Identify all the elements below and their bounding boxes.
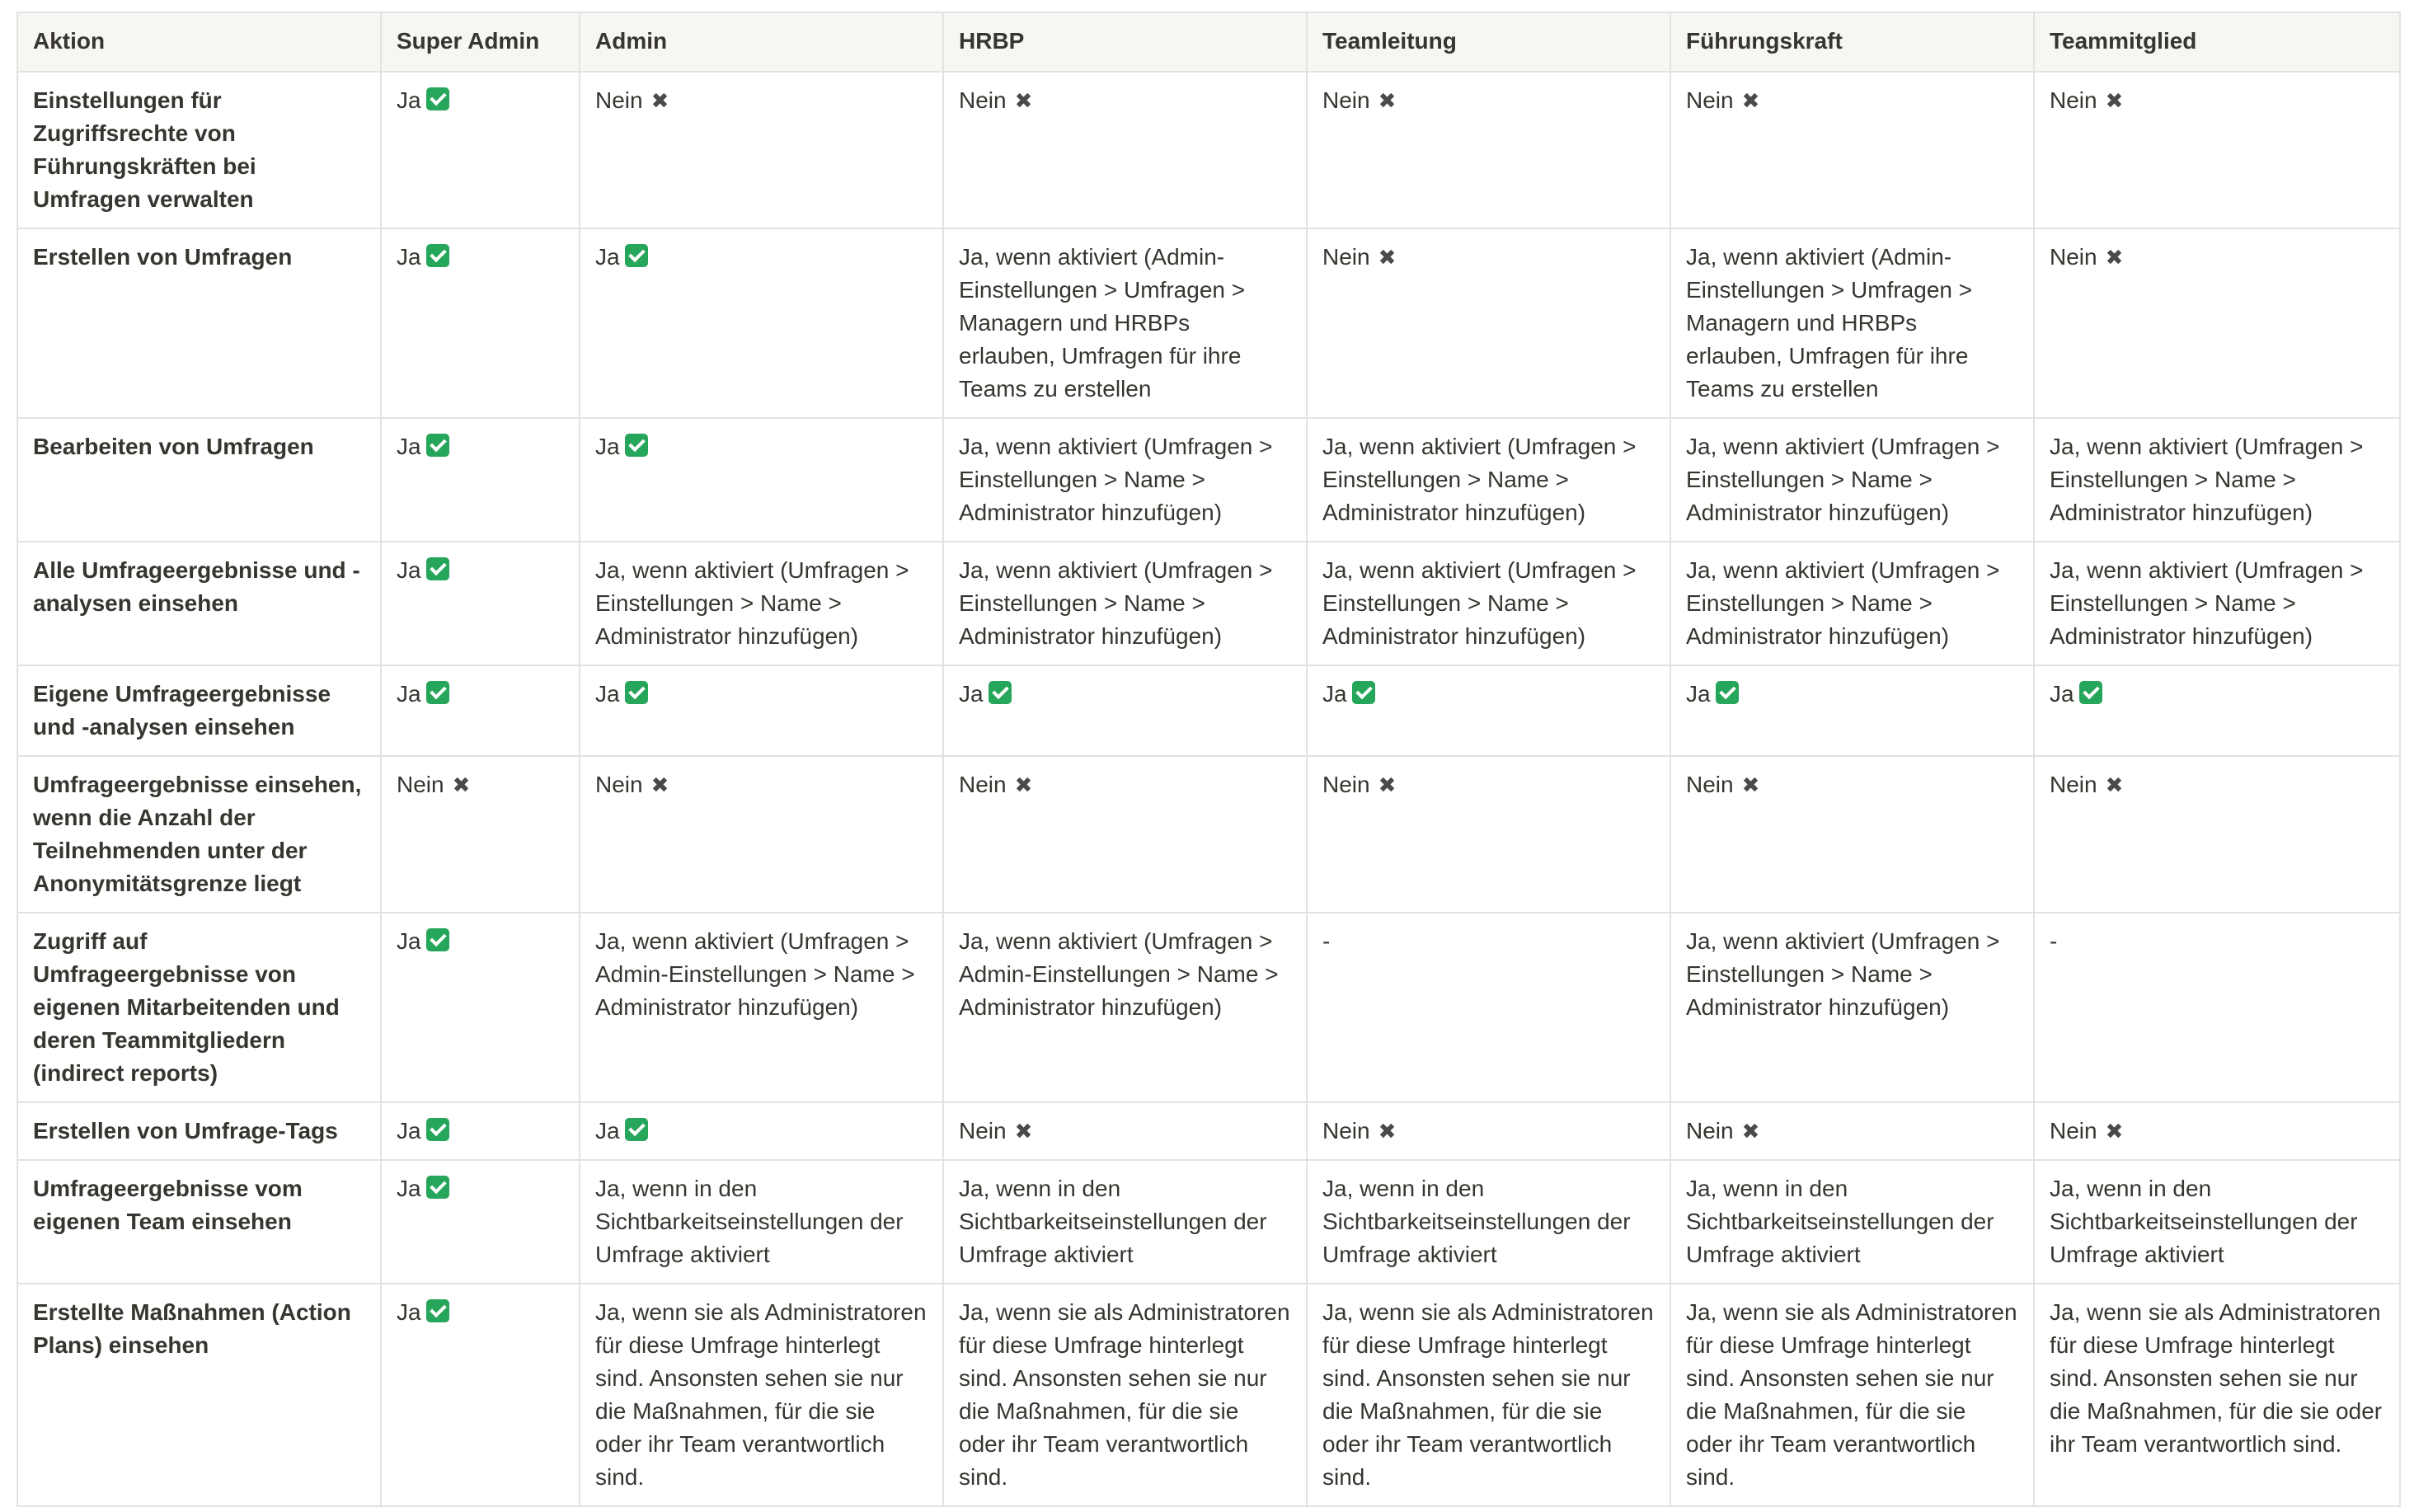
permission-value: Ja, wenn aktiviert (Umfragen > Einstellungen > Name > Administrator hinzufügen) [2050,557,2364,649]
permission-cell [1307,665,1670,756]
cross-mark-icon: ✖ [2105,245,2124,270]
table-row [17,228,2400,418]
permission-value: Ja, wenn aktiviert (Umfragen > Einstellungen > Name > Administrator hinzufügen) [1686,434,2000,525]
permission-cell [1307,756,1670,913]
check-mark-icon [625,434,648,457]
check-mark-icon [625,681,648,704]
permission-value: Nein [959,772,1007,797]
cross-mark-icon: ✖ [1378,88,1397,113]
permission-cell [1307,418,1670,542]
permission-cell [1307,1284,1670,1506]
permission-value: Ja [397,681,421,707]
permission-cell [943,665,1307,756]
permission-value: Ja, wenn aktiviert (Umfragen > Einstellungen > Name > Administrator hinzufügen) [959,434,1273,525]
permission-cell [943,1284,1307,1506]
permission-cell [2034,1284,2400,1506]
permission-value: Nein [1686,1118,1734,1143]
permission-value: Nein [397,772,444,797]
permission-cell [2034,756,2400,913]
cross-mark-icon: ✖ [1378,1119,1397,1143]
permission-cell [943,418,1307,542]
permission-cell [1670,542,2034,665]
cross-mark-icon: ✖ [650,88,669,113]
permission-cell [580,665,943,756]
permission-value: Ja [595,244,620,270]
permission-value: Ja [2050,681,2074,707]
permission-cell [943,72,1307,228]
header-teammitglied: Teammitglied [2034,12,2400,72]
table-body [17,72,2400,1506]
check-mark-icon [1716,681,1739,704]
permission-value: Ja [397,87,421,113]
permission-cell [2034,1102,2400,1160]
permission-value: Ja [397,1299,421,1325]
permission-value: Nein [2050,87,2097,113]
permission-cell [1670,1160,2034,1284]
permissions-table-container [16,12,2401,1507]
permission-value: Ja, wenn sie als Administratoren für diese Umfrage hinterlegt sind. Ansonsten sehen sie nur die Maßnahmen, für die sie oder ihr Team verantwortlich sind. [1686,1299,2017,1490]
permission-cell [2034,228,2400,418]
permission-cell [580,1160,943,1284]
action-cell: Einstellungen für Zugriffsrechte von Führungskräften bei Umfragen verwalten [17,72,381,228]
permission-value: Ja, wenn in den Sichtbarkeitseinstellungen der Umfrage aktiviert [595,1176,904,1267]
check-mark-icon [625,1118,648,1141]
action-cell: Erstellte Maßnahmen (Action Plans) einsehen [17,1284,381,1506]
permission-value: Ja, wenn aktiviert (Umfragen > Einstellungen > Name > Administrator hinzufügen) [1686,928,2000,1020]
permission-cell [381,913,580,1102]
permission-value: Nein [1322,1118,1370,1143]
action-cell: Alle Umfrageergebnisse und -analysen einsehen [17,542,381,665]
permission-cell [381,542,580,665]
permission-cell [1670,228,2034,418]
cross-mark-icon: ✖ [1741,88,1760,113]
permission-value: Nein [1322,772,1370,797]
permission-value: Ja [397,928,421,954]
permission-cell [1670,418,2034,542]
permission-cell [1307,72,1670,228]
permission-cell [1670,665,2034,756]
header-teamleitung: Teamleitung [1307,12,1670,72]
permission-cell [381,756,580,913]
cross-mark-icon: ✖ [1378,772,1397,797]
cross-mark-icon: ✖ [650,772,669,797]
permission-value: Ja [397,244,421,270]
permission-value: Ja, wenn aktiviert (Umfragen > Einstellungen > Name > Administrator hinzufügen) [595,557,909,649]
table-row [17,913,2400,1102]
cross-mark-icon: ✖ [1378,245,1397,270]
permission-value: Ja, wenn sie als Administratoren für diese Umfrage hinterlegt sind. Ansonsten sehen sie nur die Maßnahmen, für die sie oder ihr Team verantwortlich sind. [1322,1299,1654,1490]
permission-value: Ja [595,434,620,459]
permission-cell [580,1284,943,1506]
permission-cell [1670,756,2034,913]
permission-cell [1307,228,1670,418]
permission-value: Nein [959,1118,1007,1143]
permission-value: Ja [397,434,421,459]
header-hrbp: HRBP [943,12,1307,72]
permission-cell [381,418,580,542]
table-header [17,12,2400,72]
permission-value: Ja, wenn sie als Administratoren für diese Umfrage hinterlegt sind. Ansonsten sehen sie nur die Maßnahmen, für die sie oder ihr Team verantwortlich sind. [2050,1299,2383,1457]
permission-value: Ja [959,681,984,707]
permission-value: Ja, wenn sie als Administratoren für diese Umfrage hinterlegt sind. Ansonsten sehen sie nur die Maßnahmen, für die sie oder ihr Team verantwortlich sind. [959,1299,1290,1490]
permission-cell [580,72,943,228]
header-aktion: Aktion [17,12,381,72]
permission-cell [2034,1160,2400,1284]
permission-value: Nein [1322,244,1370,270]
table-row [17,72,2400,228]
header-row [17,12,2400,72]
permission-value: Ja, wenn aktiviert (Umfragen > Einstellungen > Name > Administrator hinzufügen) [1322,557,1637,649]
permission-value: Ja [397,557,421,583]
permission-value: Ja, wenn in den Sichtbarkeitseinstellungen der Umfrage aktiviert [959,1176,1267,1267]
permission-cell [2034,913,2400,1102]
permission-value: Nein [595,87,643,113]
action-cell: Erstellen von Umfrage-Tags [17,1102,381,1160]
header-super-admin: Super Admin [381,12,580,72]
permission-value: Nein [2050,1118,2097,1143]
cross-mark-icon: ✖ [1014,772,1033,797]
cross-mark-icon: ✖ [2105,772,2124,797]
permission-value: Ja, wenn sie als Administratoren für diese Umfrage hinterlegt sind. Ansonsten sehen sie nur die Maßnahmen, für die sie oder ihr Team verantwortlich sind. [595,1299,927,1490]
permission-value: Ja, wenn aktiviert (Umfragen > Einstellungen > Name > Administrator hinzufügen) [2050,434,2364,525]
check-mark-icon [426,87,449,110]
check-mark-icon [1352,681,1375,704]
permission-value: Ja [595,681,620,707]
cross-mark-icon: ✖ [1014,1119,1033,1143]
permission-cell [381,72,580,228]
permission-value: - [2050,928,2058,954]
permissions-table [16,12,2401,1507]
permission-value: Ja, wenn aktiviert (Admin-Einstellungen > Umfragen > Managern und HRBPs erlauben, Umfragen für ihre Teams zu erstellen [959,244,1246,401]
permission-value: Ja, wenn aktiviert (Umfragen > Einstellungen > Name > Administrator hinzufügen) [959,557,1273,649]
permission-value: Nein [595,772,643,797]
permission-value: - [1322,928,1331,954]
permission-cell [943,228,1307,418]
permission-cell [1670,913,2034,1102]
header-admin: Admin [580,12,943,72]
cross-mark-icon: ✖ [452,772,471,797]
check-mark-icon [426,1299,449,1322]
permission-cell [1307,542,1670,665]
table-row [17,542,2400,665]
permission-cell [381,1102,580,1160]
table-row [17,418,2400,542]
permission-value: Ja, wenn in den Sichtbarkeitseinstellungen der Umfrage aktiviert [2050,1176,2358,1267]
permission-cell [381,228,580,418]
permission-cell [943,756,1307,913]
permission-cell [580,542,943,665]
check-mark-icon [2079,681,2102,704]
check-mark-icon [426,1118,449,1141]
table-row [17,665,2400,756]
permission-cell [2034,72,2400,228]
permission-value: Nein [959,87,1007,113]
action-cell: Umfrageergebnisse einsehen, wenn die Anzahl der Teilnehmenden unter der Anonymitätsgrenze liegt [17,756,381,913]
check-mark-icon [625,244,648,267]
permission-value: Ja, wenn aktiviert (Admin-Einstellungen > Umfragen > Managern und HRBPs erlauben, Umfragen für ihre Teams zu erstellen [1686,244,1973,401]
table-row [17,1160,2400,1284]
permission-value: Ja, wenn aktiviert (Umfragen > Admin-Einstellungen > Name > Administrator hinzufügen) [595,928,915,1020]
permission-cell [943,913,1307,1102]
check-mark-icon [426,681,449,704]
permission-value: Nein [2050,772,2097,797]
check-mark-icon [426,1176,449,1199]
permission-cell [580,418,943,542]
action-cell: Erstellen von Umfragen [17,228,381,418]
permission-cell [381,1160,580,1284]
permission-value: Ja, wenn in den Sichtbarkeitseinstellungen der Umfrage aktiviert [1686,1176,1994,1267]
cross-mark-icon: ✖ [1741,1119,1760,1143]
permission-cell [2034,665,2400,756]
permission-value: Ja, wenn aktiviert (Umfragen > Einstellungen > Name > Administrator hinzufügen) [1322,434,1637,525]
cross-mark-icon: ✖ [1741,772,1760,797]
permission-cell [1670,1102,2034,1160]
permission-value: Ja, wenn aktiviert (Umfragen > Einstellungen > Name > Administrator hinzufügen) [1686,557,2000,649]
permission-cell [1307,1102,1670,1160]
permission-value: Ja [1322,681,1347,707]
action-cell: Umfrageergebnisse vom eigenen Team einsehen [17,1160,381,1284]
check-mark-icon [426,434,449,457]
cross-mark-icon: ✖ [1014,88,1033,113]
permission-cell [943,542,1307,665]
table-row [17,1284,2400,1506]
table-row [17,756,2400,913]
action-cell: Eigene Umfrageergebnisse und -analysen einsehen [17,665,381,756]
permission-value: Ja, wenn in den Sichtbarkeitseinstellungen der Umfrage aktiviert [1322,1176,1631,1267]
permission-cell [381,1284,580,1506]
permission-value: Ja [397,1176,421,1201]
permission-value: Ja, wenn aktiviert (Umfragen > Admin-Einstellungen > Name > Administrator hinzufügen) [959,928,1279,1020]
check-mark-icon [989,681,1012,704]
action-cell: Zugriff auf Umfrageergebnisse von eigenen Mitarbeitenden und deren Teammitgliedern (indirect reports) [17,913,381,1102]
permission-cell [943,1102,1307,1160]
header-fuehrungskraft: Führungskraft [1670,12,2034,72]
permission-value: Ja [1686,681,1711,707]
permission-cell [1307,1160,1670,1284]
permission-cell [2034,542,2400,665]
permission-cell [580,228,943,418]
action-cell: Bearbeiten von Umfragen [17,418,381,542]
permission-value: Ja [595,1118,620,1143]
cross-mark-icon: ✖ [2105,88,2124,113]
permission-cell [943,1160,1307,1284]
permission-cell [1307,913,1670,1102]
cross-mark-icon: ✖ [2105,1119,2124,1143]
permission-cell [580,756,943,913]
permission-cell [381,665,580,756]
permission-cell [580,1102,943,1160]
permission-cell [1670,1284,2034,1506]
check-mark-icon [426,244,449,267]
table-row [17,1102,2400,1160]
permission-value: Nein [1686,772,1734,797]
check-mark-icon [426,557,449,580]
permission-value: Nein [1686,87,1734,113]
check-mark-icon [426,928,449,951]
permission-cell [1670,72,2034,228]
permission-cell [580,913,943,1102]
permission-value: Nein [1322,87,1370,113]
permission-value: Ja [397,1118,421,1143]
permission-value: Nein [2050,244,2097,270]
permission-cell [2034,418,2400,542]
